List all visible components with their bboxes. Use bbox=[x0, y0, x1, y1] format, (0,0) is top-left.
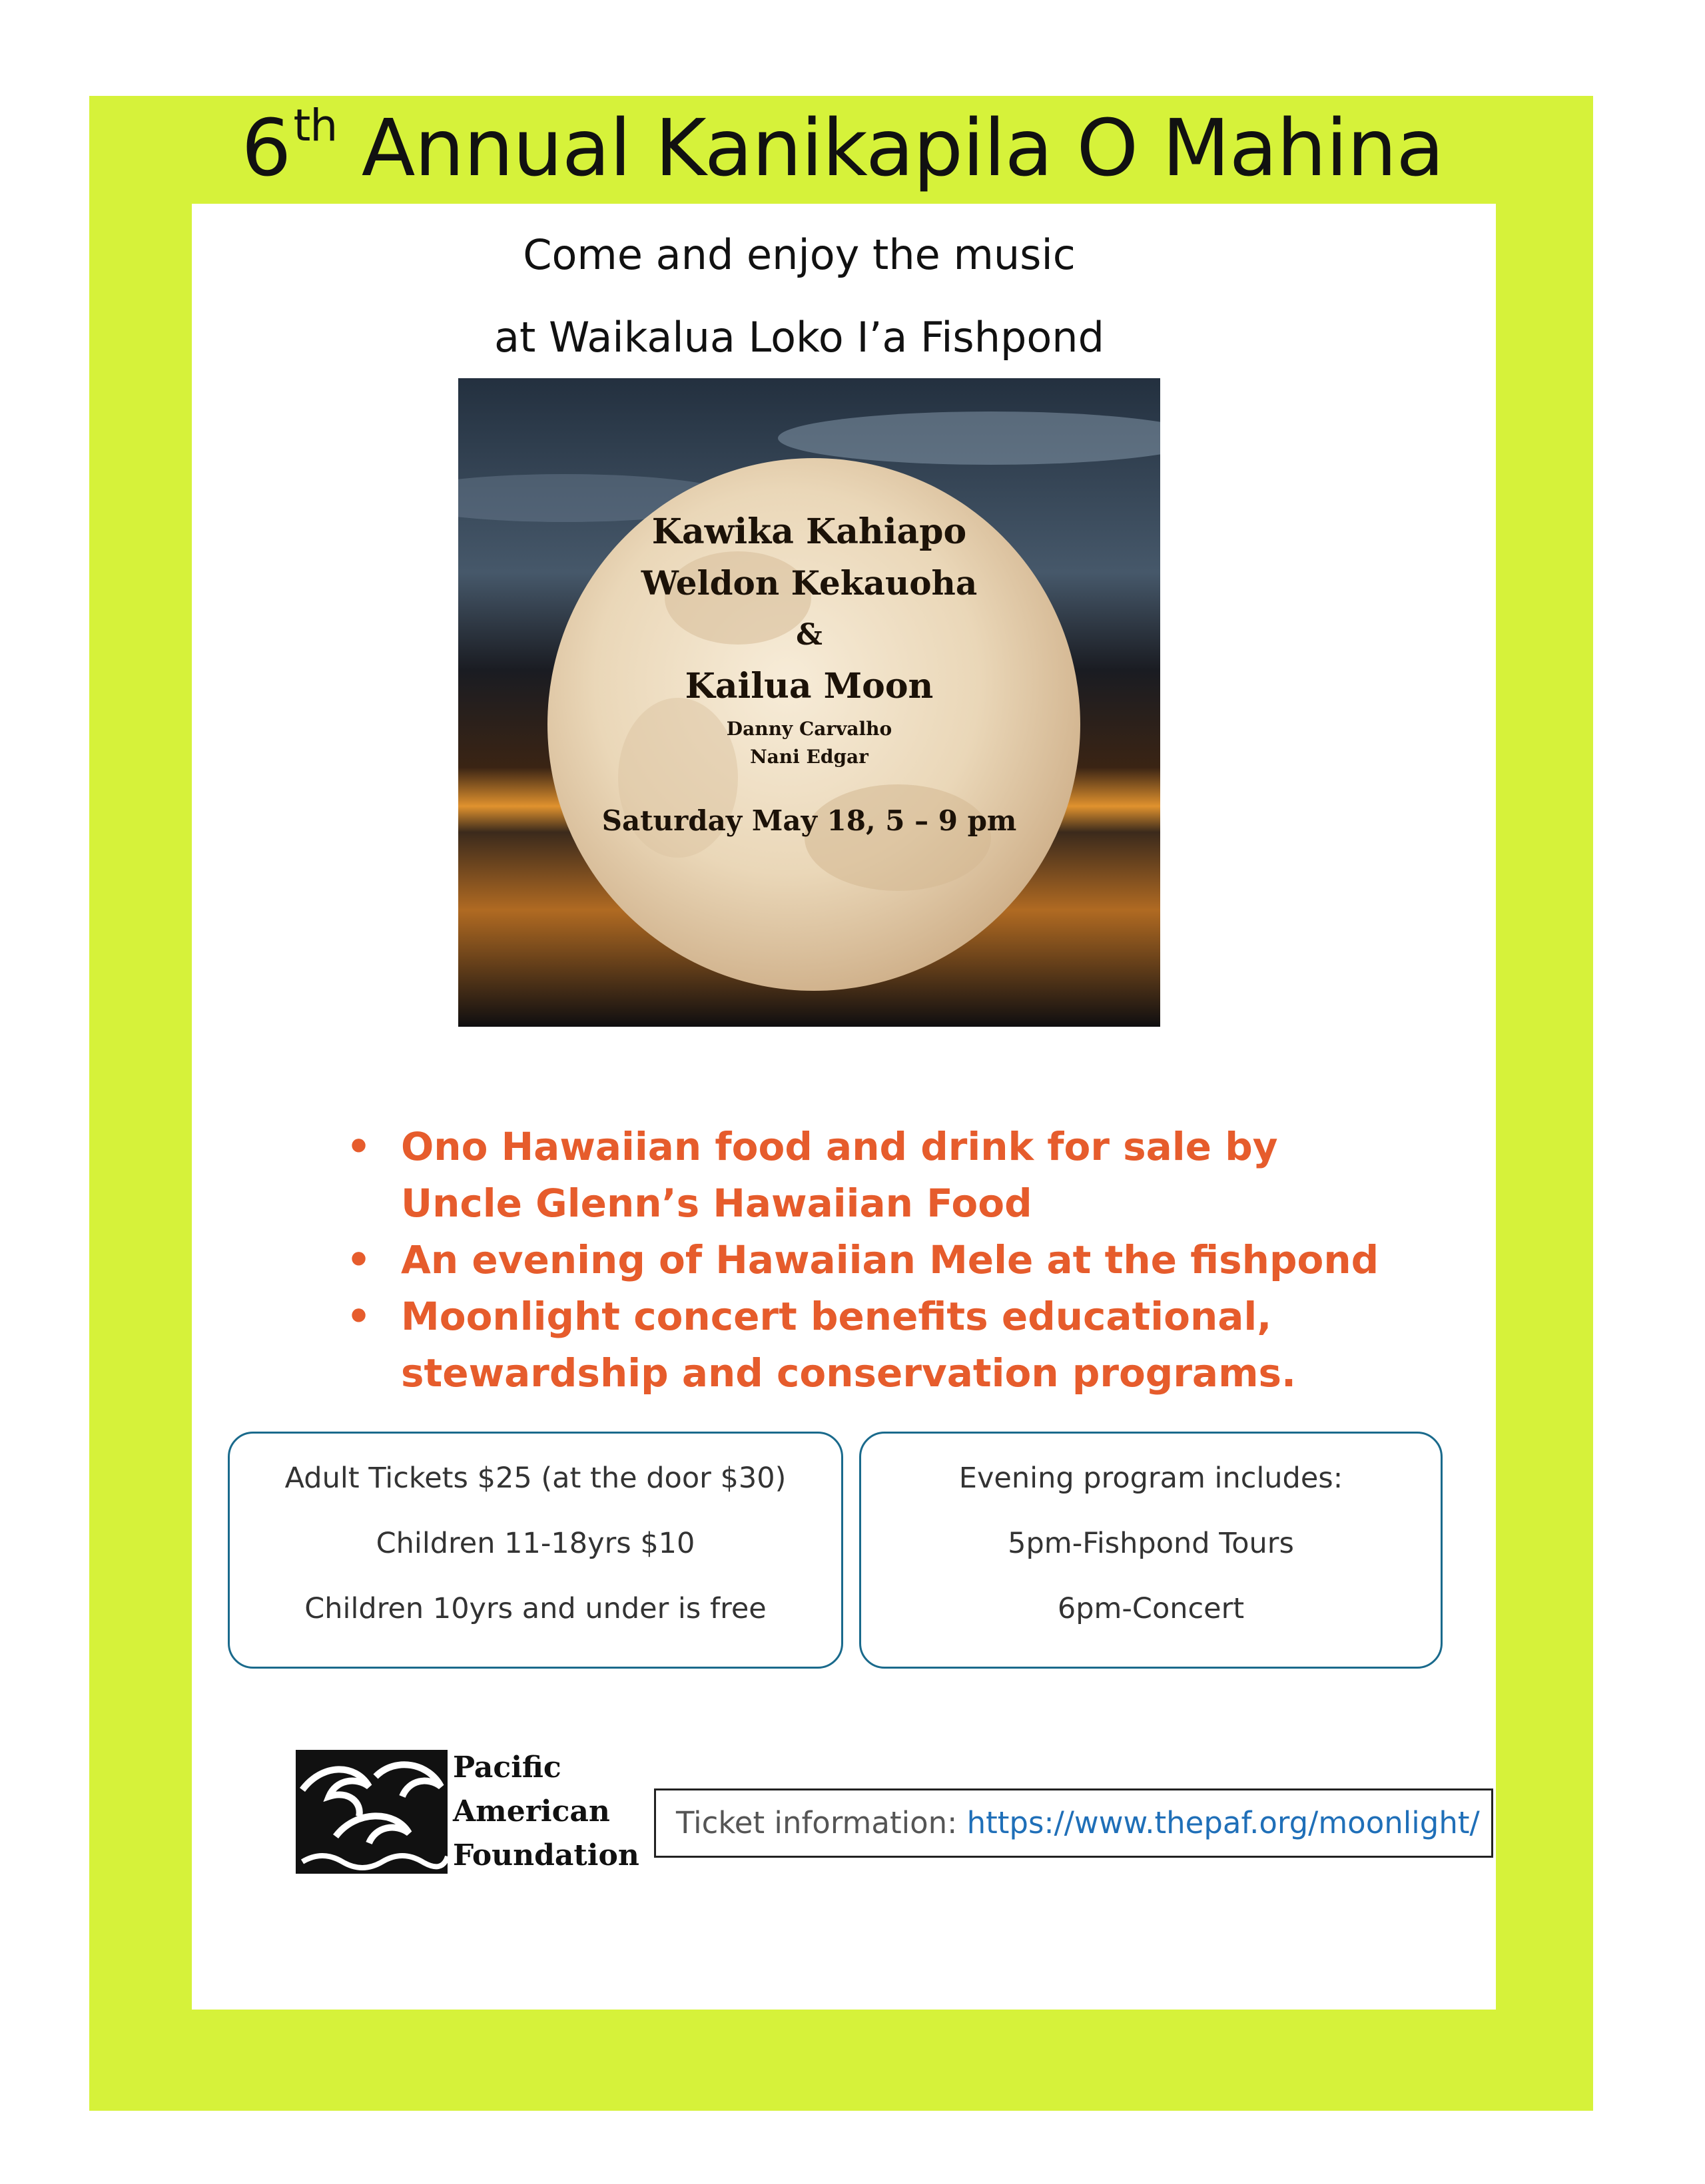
moon-poster-image bbox=[458, 378, 1160, 1027]
paf-logo-icon bbox=[296, 1750, 448, 1874]
ampersand: & bbox=[796, 618, 823, 652]
performer-1: Kawika Kahiapo bbox=[651, 511, 967, 552]
organization-name bbox=[453, 1746, 639, 1878]
bullet-dot: • bbox=[346, 1124, 372, 1169]
bullet-text: An evening of Hawaiian Mele at the fishpond bbox=[401, 1237, 1379, 1282]
program-item-tours: 5pm-Fishpond Tours bbox=[1008, 1527, 1294, 1560]
event-date: Saturday May 18, 5 – 9 pm bbox=[601, 804, 1017, 837]
performer-2: Weldon Kekauoha bbox=[641, 563, 978, 603]
title-suffix: th bbox=[293, 100, 338, 151]
bullet-text: Moonlight concert benefits educational, bbox=[401, 1294, 1272, 1339]
title-number: 6 bbox=[241, 102, 291, 194]
bullet-text: Uncle Glenn’s Hawaiian Food bbox=[401, 1181, 1032, 1226]
program-heading: Evening program includes: bbox=[958, 1462, 1343, 1495]
ticket-info-box bbox=[654, 1788, 1493, 1858]
subtitle-line-2: at Waikalua Loko I’a Fishpond bbox=[494, 313, 1104, 362]
ticket-info-label: Ticket information: bbox=[676, 1805, 967, 1840]
bullet-dot: • bbox=[346, 1294, 372, 1339]
subtitle-line-1: Come and enjoy the music bbox=[523, 230, 1076, 279]
list-item bbox=[346, 1288, 1479, 1402]
tickets-card bbox=[228, 1432, 843, 1669]
bullet-dot: • bbox=[346, 1237, 372, 1282]
adult-tickets-price: Adult Tickets $25 (at the door $30) bbox=[284, 1462, 787, 1495]
org-line: Foundation bbox=[453, 1838, 639, 1872]
list-item bbox=[346, 1232, 1479, 1288]
child-tickets-price: Children 11-18yrs $10 bbox=[376, 1527, 695, 1560]
child-free-note: Children 10yrs and under is free bbox=[304, 1592, 767, 1625]
performer-3: Kailua Moon bbox=[685, 666, 934, 706]
org-line: American bbox=[453, 1794, 610, 1828]
ticket-info-link[interactable]: https://www.thepaf.org/moonlight/ bbox=[966, 1805, 1480, 1840]
bullet-text: stewardship and conservation programs. bbox=[401, 1350, 1297, 1396]
list-item bbox=[346, 1119, 1479, 1232]
band-member-1: Danny Carvalho bbox=[726, 718, 892, 740]
program-item-concert: 6pm-Concert bbox=[1057, 1592, 1245, 1625]
feature-list bbox=[346, 1119, 1479, 1402]
org-line: Pacific bbox=[453, 1751, 561, 1784]
program-card bbox=[859, 1432, 1443, 1669]
bullet-text: Ono Hawaiian food and drink for sale by bbox=[401, 1124, 1278, 1169]
page-title bbox=[0, 100, 1685, 194]
band-member-2: Nani Edgar bbox=[750, 746, 868, 768]
title-text: Annual Kanikapila O Mahina bbox=[337, 102, 1444, 194]
